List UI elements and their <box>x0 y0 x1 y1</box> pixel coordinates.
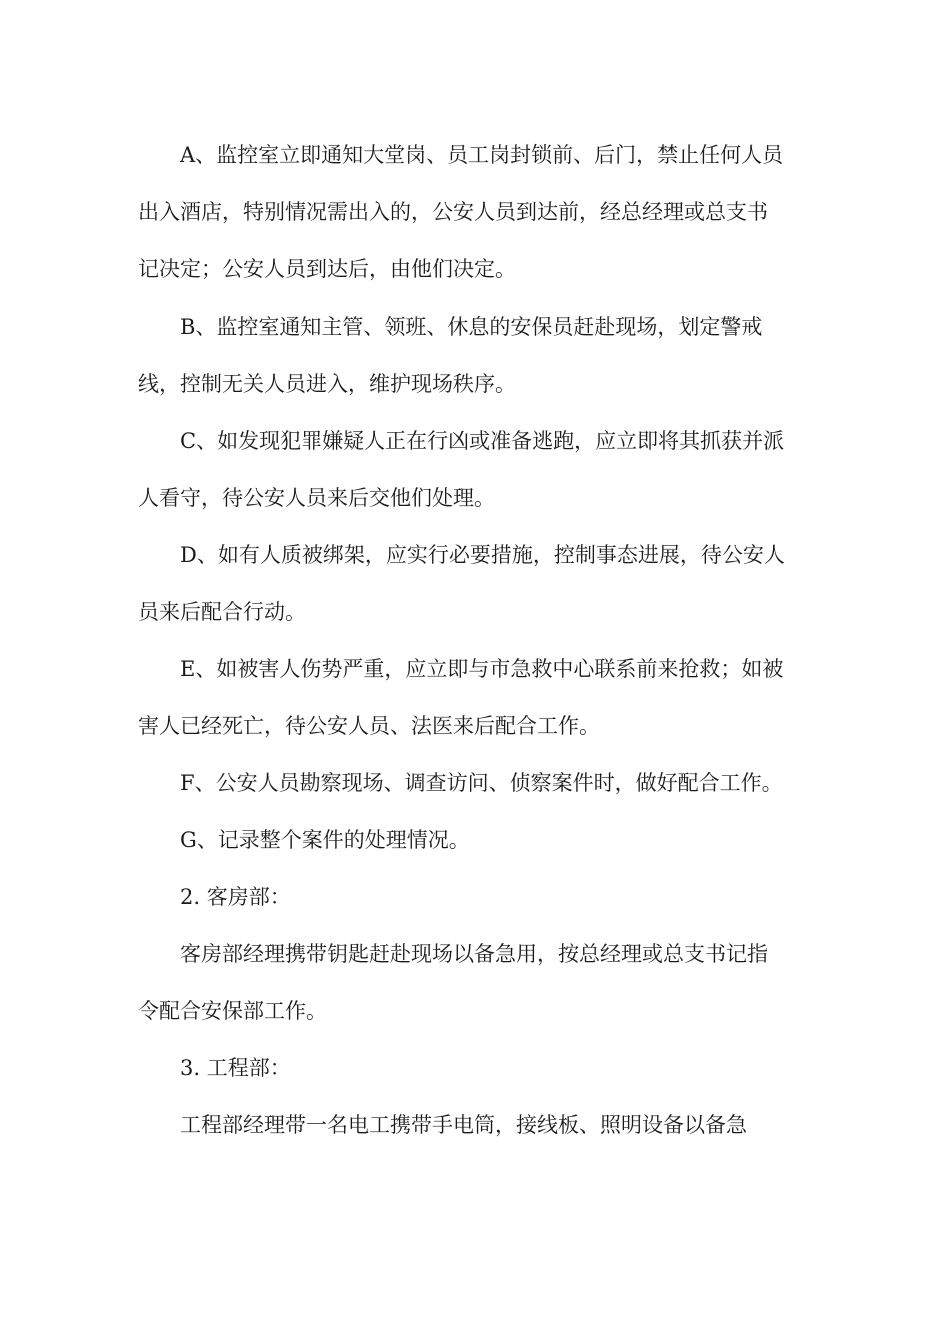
section-heading-engineering: 3. 工程部： <box>180 1056 291 1080</box>
paragraph-d-line-1: D、如有人质被绑架，应实行必要措施，控制事态进展，待公安人 <box>180 543 785 567</box>
housekeeping-line-2: 令配合安保部工作。 <box>138 999 327 1023</box>
paragraph-b-line-2: 线，控制无关人员进入，维护现场秩序。 <box>138 372 516 396</box>
paragraph-d-line-2: 员来后配合行动。 <box>138 600 306 624</box>
engineering-line-1: 工程部经理带一名电工携带手电筒，接线板、照明设备以备急 <box>180 1113 747 1137</box>
paragraph-c-line-1: C、如发现犯罪嫌疑人正在行凶或准备逃跑，应立即将其抓获并派 <box>180 429 785 453</box>
section-heading-housekeeping: 2. 客房部： <box>180 885 291 909</box>
paragraph-f: F、公安人员勘察现场、调查访问、侦察案件时，做好配合工作。 <box>180 771 783 795</box>
paragraph-c-line-2: 人看守，待公安人员来后交他们处理。 <box>138 486 495 510</box>
paragraph-a-line-2: 出入酒店，特别情况需出入的，公安人员到达前，经总经理或总支书 <box>138 200 768 224</box>
paragraph-g: G、记录整个案件的处理情况。 <box>180 828 470 852</box>
paragraph-e-line-1: E、如被害人伤势严重，应立即与市急救中心联系前来抢救；如被 <box>180 657 784 681</box>
paragraph-a-line-1: A、监控室立即通知大堂岗、员工岗封锁前、后门，禁止任何人员 <box>180 143 784 167</box>
paragraph-e-line-2: 害人已经死亡，待公安人员、法医来后配合工作。 <box>138 714 600 738</box>
housekeeping-line-1: 客房部经理携带钥匙赶赴现场以备急用，按总经理或总支书记指 <box>180 942 768 966</box>
paragraph-b-line-1: B、监控室通知主管、领班、休息的安保员赶赴现场，划定警戒 <box>180 315 763 339</box>
paragraph-a-line-3: 记决定；公安人员到达后，由他们决定。 <box>138 257 516 281</box>
